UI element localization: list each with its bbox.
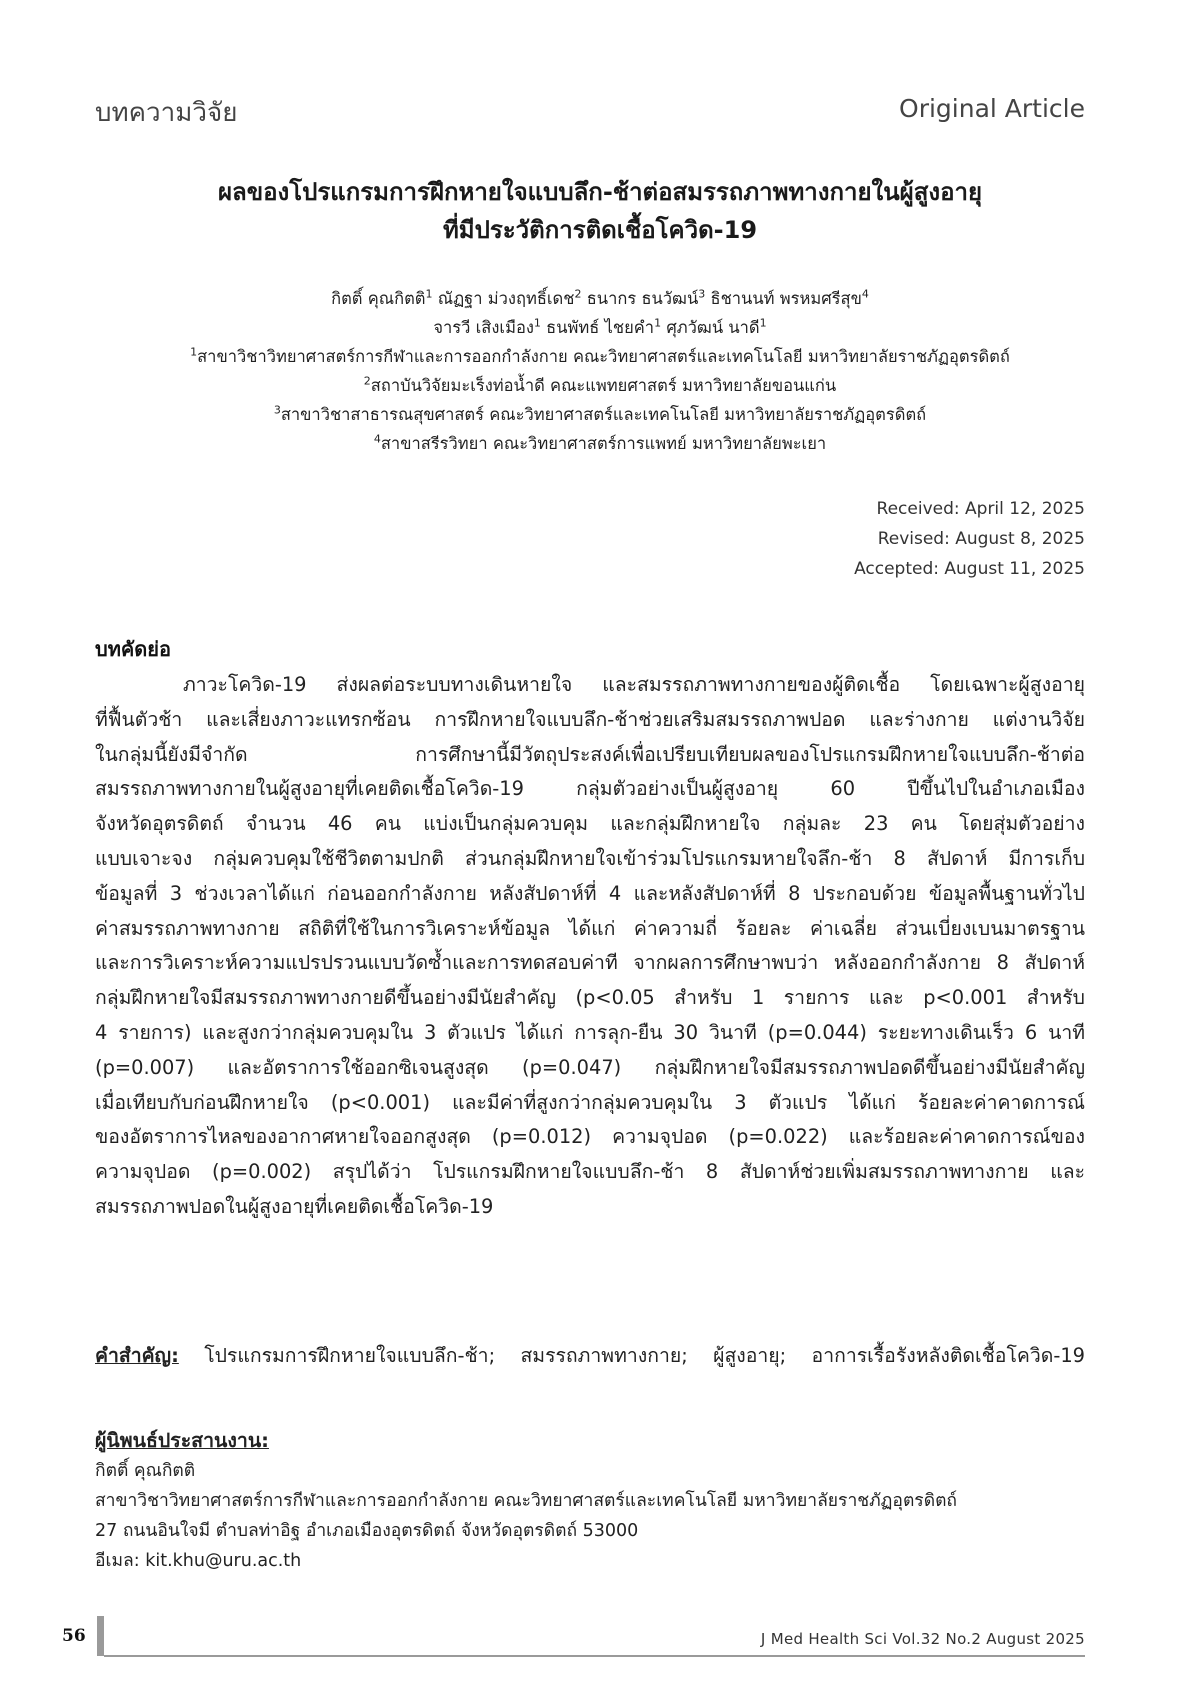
abstract-line: ในกลุ่มนี้ยังมีจำกัด การศึกษานี้มีวัตถุประสงค์เพื่อเปรียบเทียบผลของโปรแกรมฝึกหายใจแบบลึก-ช้าต่อ [95, 742, 1085, 766]
abstract-line: ความจุปอด (p=0.002) สรุปได้ว่า โปรแกรมฝึกหายใจแบบลึก-ช้า 8 สัปดาห์ช่วยเพิ่มสมรรถภาพทางกาย และ [95, 1160, 1085, 1184]
footer-bar [97, 1616, 104, 1656]
article-type-label-en: Original Article [899, 94, 1085, 123]
abstract-line: เมื่อเทียบกับก่อนฝึกหายใจ (p<0.001) และมีค่าที่สูงกว่ากลุ่มควบคุมใน 3 ตัวแปร ได้แก่ ร้อยละค่าคาดการณ์ [95, 1090, 1085, 1114]
abstract-line: จังหวัดอุตรดิตถ์ จำนวน 46 คน แบ่งเป็นกลุ่มควบคุม และกลุ่มฝึกหายใจ กลุ่มละ 23 คน โดยสุ่มตัวอย่าง [95, 812, 1085, 836]
paper-title-line1: ผลของโปรแกรมการฝึกหายใจแบบลึก-ช้าต่อสมรรถภาพทางกายในผู้สูงอายุ [217, 178, 983, 206]
affiliation-3: $^3$สาขาวิชาสาธารณสุขศาสตร์ คณะวิทยาศาสตร์และเทคโนโลยี มหาวิทยาลัยราชภัฏอุตรดิตถ์ [273, 403, 927, 424]
affiliation-1: $^1$สาขาวิชาวิทยาศาสตร์การกีฬาและการออกกำลังกาย คณะวิทยาศาสตร์และเทคโนโลยี มหาวิทยาลัยราชภัฏอุตรดิตถ์ [190, 345, 1010, 366]
abstract-line: แบบเจาะจง กลุ่มควบคุมใช้ชีวิตตามปกติ ส่วนกลุ่มฝึกหายใจเข้าร่วมโปรแกรมหายใจลึก-ช้า 8 สัปดาห์ มีการเก็บ [95, 846, 1085, 870]
corresponding-email: อีเมล: kit.khu@uru.ac.th [95, 1551, 302, 1571]
corresponding-author-block [95, 1426, 957, 1576]
abstract-line: กลุ่มฝึกหายใจมีสมรรถภาพทางกายดีขึ้นอย่างมีนัยสำคัญ (p<0.05 สำหรับ 1 รายการ และ p<0.001 สำหรับ [95, 986, 1085, 1010]
abstract-line: สมรรถภาพทางกายในผู้สูงอายุที่เคยติดเชื้อโควิด-19 กลุ่มตัวอย่างเป็นผู้สูงอายุ 60 ปีขึ้นไปในอำเภอเมือง [95, 777, 1085, 801]
author-line-2: จารวี เสิงเมือง$^1$ ธนพัทธ์ ไชยคำ$^1$ ศุภวัฒน์ นาดี$^1$ [433, 316, 767, 337]
page-number: 56 [62, 1626, 86, 1646]
author-name: ศุภวัฒน์ นาดี [666, 318, 760, 337]
keywords [95, 1340, 1085, 1371]
author-name: ธนากร ธนวัฒน์ [586, 289, 699, 308]
abstract-line: สมรรถภาพปอดในผู้สูงอายุที่เคยติดเชื้อโควิด-19 [95, 1194, 494, 1218]
abstract-line: 4 รายการ) และสูงกว่ากลุ่มควบคุมใน 3 ตัวแปร ได้แก่ การลุก-ยืน 30 วินาที (p=0.044) ระยะทางเดินเร็ว 6 นาที [95, 1020, 1085, 1044]
author-name: ธิชานนท์ พรหมศรีสุข [710, 289, 862, 308]
affiliation-4: $^4$สาขาสรีรวิทยา คณะวิทยาศาสตร์การแพทย์ มหาวิทยาลัยพะเยา [373, 432, 827, 453]
author-name: ธนพัทธ์ ไชยคำ [546, 318, 655, 337]
affiliation-2: $^2$สถาบันวิจัยมะเร็งท่อน้ำดี คณะแพทยศาสตร์ มหาวิทยาลัยขอนแก่น [363, 374, 837, 395]
author-line-1: กิตติ์ คุณกิตติ$^1$ ณัฏฐา ม่วงฤทธิ์เดช$^2$ ธนากร ธนวัฒน์$^3$ ธิชานนท์ พรหมศรีสุข$^4$ [331, 287, 869, 308]
corresponding-address: 27 ถนนอินใจมี ตำบลท่าอิฐ อำเภอเมืองอุตรดิตถ์ จังหวัดอุตรดิตถ์ 53000 [95, 1521, 639, 1541]
corresponding-label: ผู้นิพนธ์ประสานงาน: [95, 1429, 269, 1452]
abstract-line: และการวิเคราะห์ความแปรปรวนแบบวัดซ้ำและการทดสอบค่าที จากผลการศึกษาพบว่า หลังออกกำลังกาย 8 สัปดาห์ [95, 951, 1085, 975]
revised-date: Revised: August 8, 2025 [877, 529, 1085, 549]
abstract-heading: บทคัดย่อ [95, 637, 171, 661]
author-name: ณัฏฐา ม่วงฤทธิ์เดช [437, 289, 575, 308]
abstract-line: ที่ฟื้นตัวช้า และเสี่ยงภาวะแทรกซ้อน การฝึกหายใจแบบลึก-ช้าช่วยเสริมสมรรถภาพปอด และร่างกาย แต่งานวิจัย [95, 707, 1085, 731]
received-date: Received: April 12, 2025 [876, 499, 1085, 519]
author-name: กิตติ์ คุณกิตติ [331, 289, 426, 308]
corresponding-affiliation: สาขาวิชาวิทยาศาสตร์การกีฬาและการออกกำลังกาย คณะวิทยาศาสตร์และเทคโนโลยี มหาวิทยาลัยราชภัฏอุตรดิตถ์ [95, 1491, 958, 1511]
author-name: จารวี เสิงเมือง [433, 318, 534, 337]
abstract-line: (p=0.007) และอัตราการใช้ออกซิเจนสูงสุด (p=0.047) กลุ่มฝึกหายใจมีสมรรถภาพปอดดีขึ้นอย่างมีนัยสำคัญ [95, 1055, 1085, 1079]
keywords-label: คำสำคัญ: [95, 1344, 179, 1367]
paper-title-line2: ที่มีประวัติการติดเชื้อโควิด-19 [442, 216, 758, 244]
article-type-label: บทความวิจัย [95, 98, 238, 128]
abstract-body [95, 668, 1085, 1225]
abstract-line: ข้อมูลที่ 3 ช่วงเวลาได้แก่ ก่อนออกกำลังกาย หลังสัปดาห์ที่ 4 และหลังสัปดาห์ที่ 8 ประกอบด้วย ข้อมูลพื้นฐานทั่วไป [95, 881, 1085, 905]
abstract-line: ของอัตราการไหลของอากาศหายใจออกสูงสุด (p=0.012) ความจุปอด (p=0.022) และร้อยละค่าคาดการณ์ของ [95, 1125, 1085, 1149]
footer-rule [104, 1655, 1085, 1657]
authors-block [95, 284, 1105, 458]
article-dates [854, 494, 1085, 584]
corresponding-name: กิตติ์ คุณกิตติ [95, 1461, 196, 1481]
abstract-line: ภาวะโควิด-19 ส่งผลต่อระบบทางเดินหายใจ และสมรรถภาพทางกายของผู้ติดเชื้อ โดยเฉพาะผู้สูงอายุ [183, 673, 1085, 696]
abstract-line: ค่าสมรรถภาพทางกาย สถิติที่ใช้ในการวิเคราะห์ข้อมูล ได้แก่ ค่าความถี่ ร้อยละ ค่าเฉลี่ย ส่วนเบี่ยงเบนมาตรฐาน [95, 916, 1085, 940]
keywords-text: โปรแกรมการฝึกหายใจแบบลึก-ช้า; สมรรถภาพทางกาย; ผู้สูงอายุ; อาการเรื้อรังหลังติดเชื้อโควิด-19 [178, 1344, 1085, 1367]
accepted-date: Accepted: August 11, 2025 [854, 559, 1085, 579]
journal-citation: J Med Health Sci Vol.32 No.2 August 2025 [760, 1630, 1085, 1648]
